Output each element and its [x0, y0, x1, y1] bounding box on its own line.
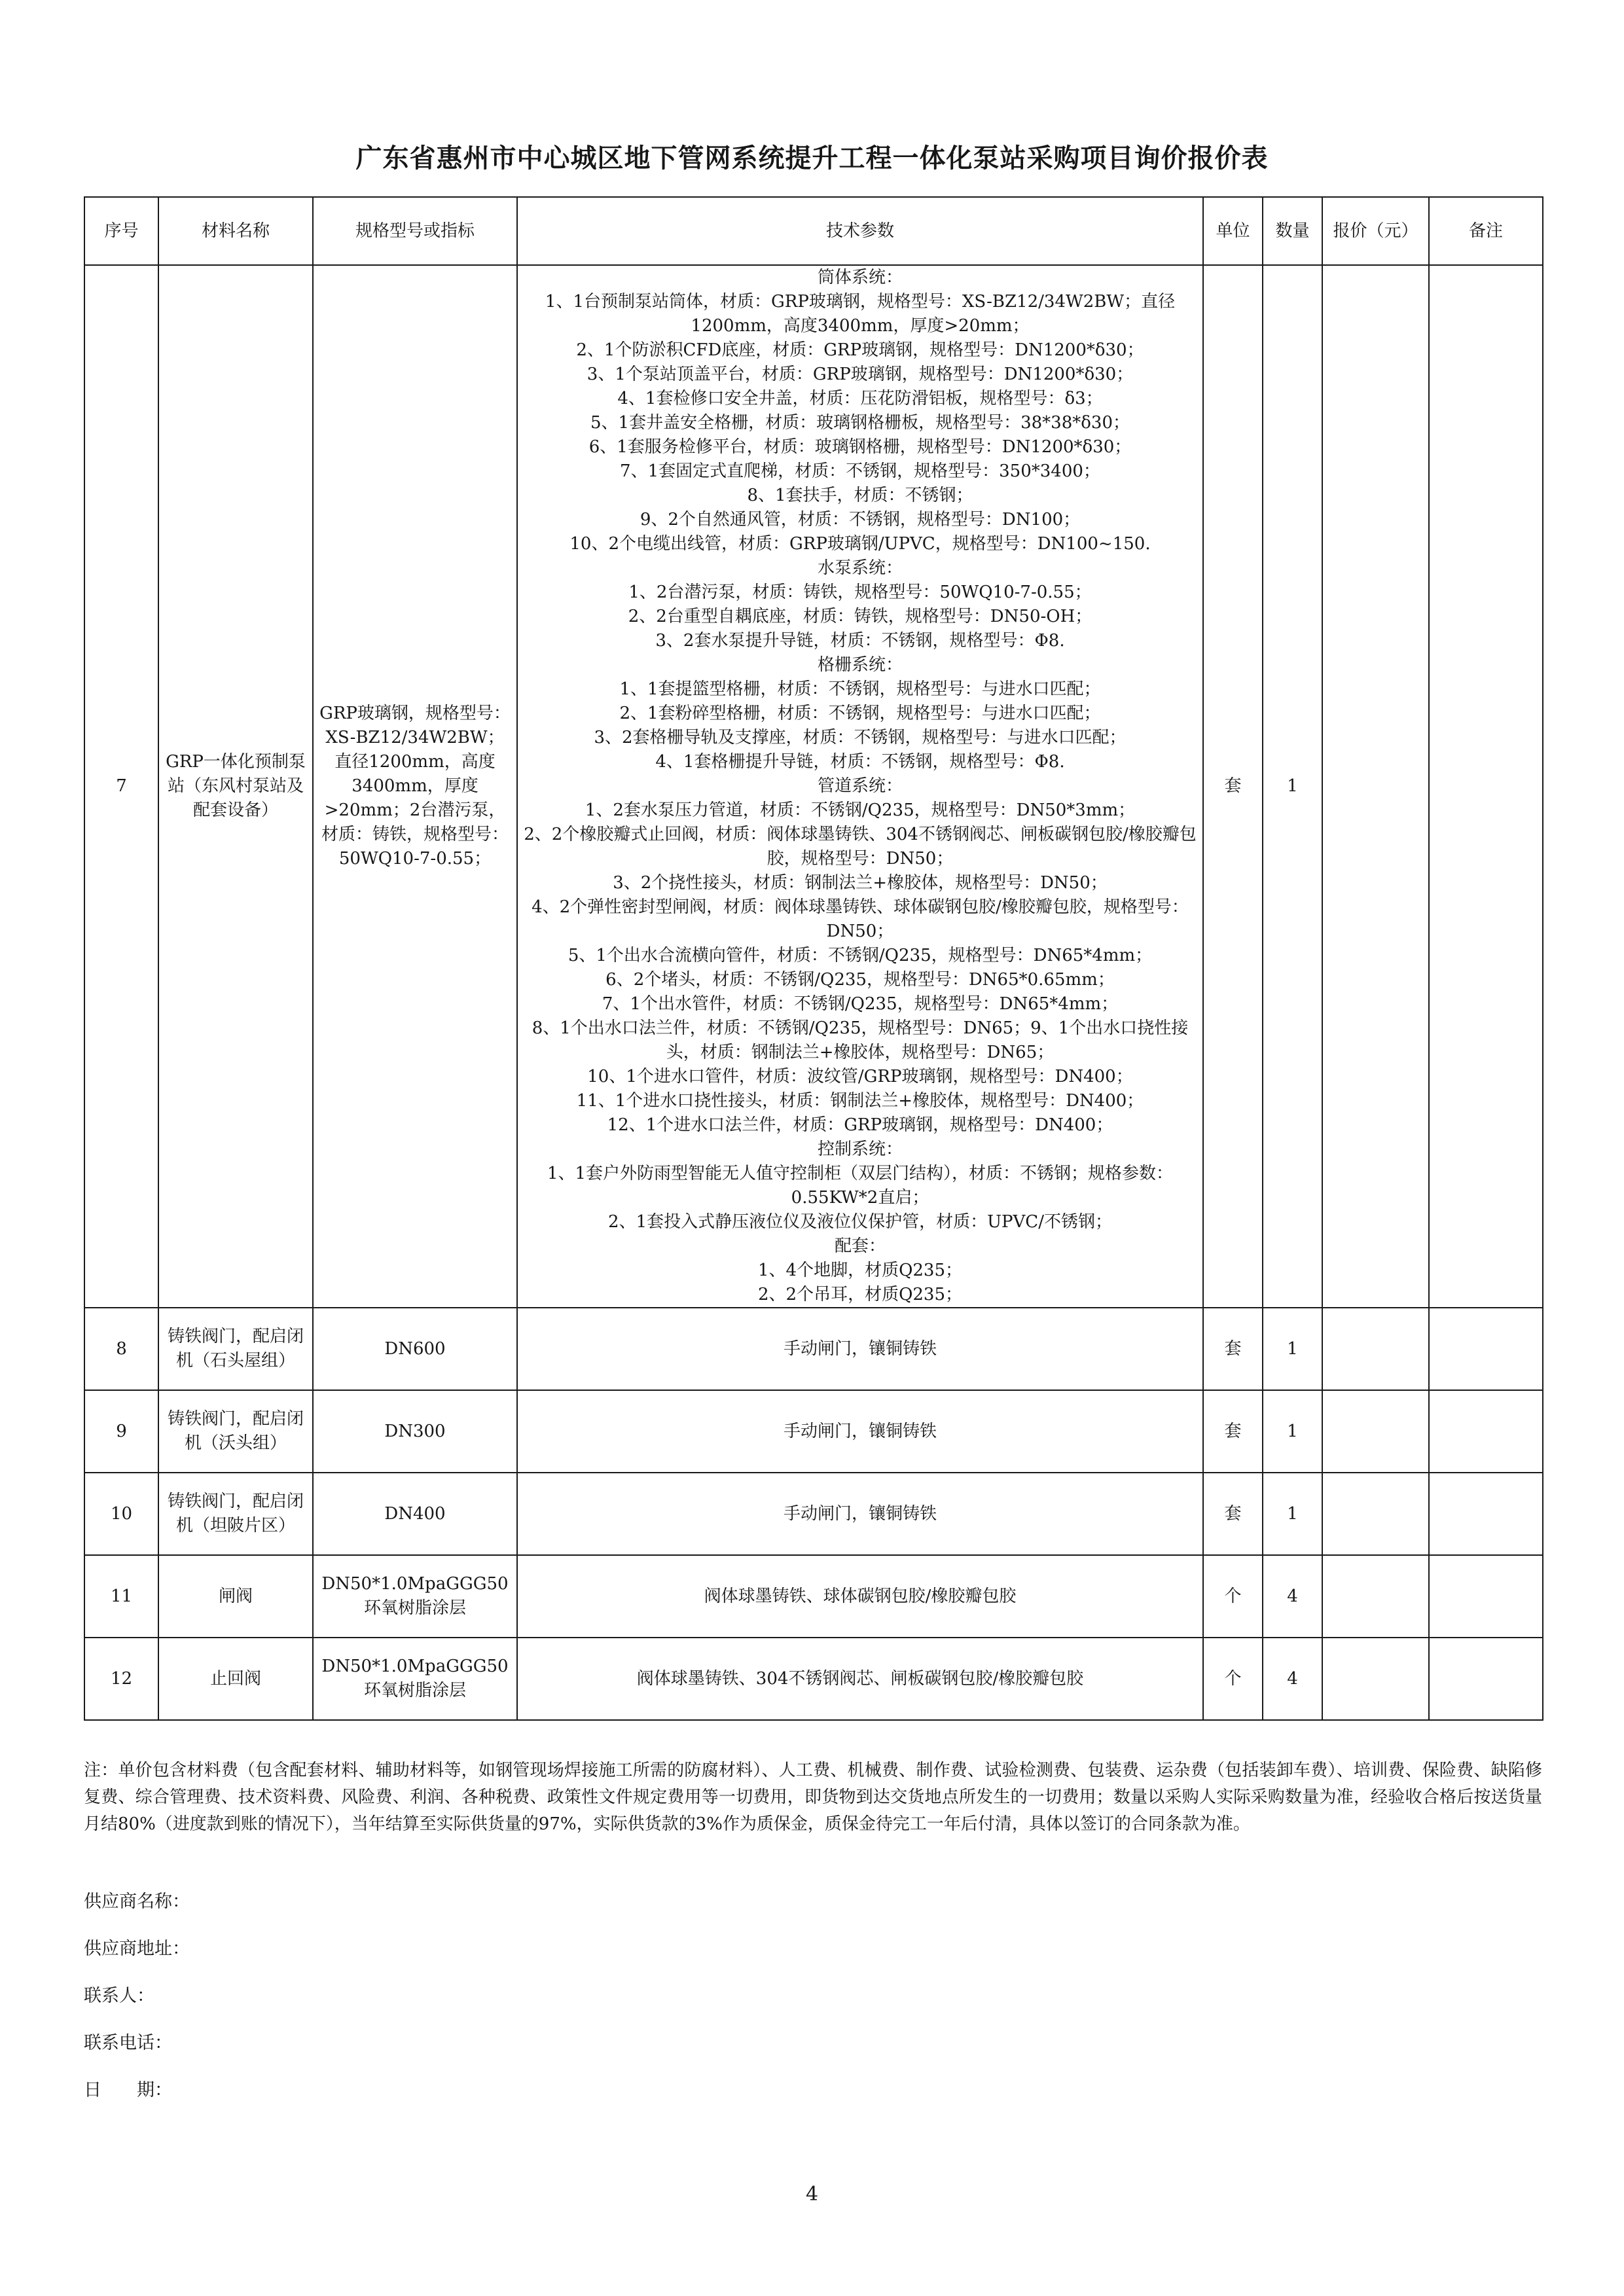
row-price [1322, 1308, 1429, 1390]
row-unit: 套 [1203, 1308, 1263, 1390]
row-name: 铸铁阀门，配启闭机（石头屋组） [158, 1308, 313, 1390]
tech-line: 1、4个地脚，材质Q235； [757, 1261, 963, 1280]
phone-field[interactable]: 联系电话： [84, 2033, 172, 2053]
tech-line: 4、1套检修口安全井盖，材质：压花防滑铝板，规格型号：δ3； [617, 389, 1103, 408]
row-remark [1429, 1308, 1543, 1390]
tech-line: 4、2个弹性密封型闸阀，材质：阀体球墨铸铁、球体碳钢包胶/橡胶瓣包胶，规格型号：DN50； [532, 897, 1189, 941]
tech-line: 9、2个自然通风管，材质：不锈钢，规格型号：DN100； [640, 510, 1081, 529]
tech-line: 3、2套水泵提升导链，材质：不锈钢，规格型号：Φ8. [655, 631, 1065, 651]
tech-line: 3、1个泵站顶盖平台，材质：GRP玻璃钢，规格型号：DN1200*δ30； [586, 365, 1134, 384]
supplier-info [84, 1878, 190, 2114]
row-unit: 套 [1203, 1473, 1263, 1555]
row-spec: DN400 [313, 1473, 517, 1555]
row-spec: DN50*1.0MpaGGG50环氧树脂涂层 [313, 1638, 517, 1720]
row-unit: 个 [1203, 1638, 1263, 1720]
table-row [84, 1308, 1543, 1390]
tech-line: 2、2个吊耳，材质Q235； [757, 1285, 963, 1304]
table-row [84, 1473, 1543, 1555]
row-unit: 个 [1203, 1555, 1263, 1638]
row-tech-params: 手动闸门，镶铜铸铁 [517, 1473, 1203, 1555]
row-qty: 1 [1263, 1390, 1322, 1473]
header-price: 报价（元） [1322, 197, 1429, 265]
row-qty: 4 [1263, 1638, 1322, 1720]
footnote: 注：单价包含材料费（包含配套材料、辅助材料等，如钢管现场焊接施工所需的防腐材料）、人工费、机械费、制作费、试验检测费、包装费、运杂费（包括装卸车费）、培训费、保险费、缺陷修复费、综合管理费、技术资料费、风险费、利润、各种税费、政策性文件规定费用等一切费用，即货物到达交货地点所发生的一切费用；数量以采购人实际采购数量为准，经验收合格后按送货量月结80%（进度款到账的情况下），当年结算至实际供货量的97%，实际供货款的3%作为质保金，质保金待完工一年后付清，具体以签订的合同条款为准。 [84, 1761, 1542, 1834]
row-qty: 1 [1263, 1308, 1322, 1390]
tech-line: 1、1套提篮型格栅，材质：不锈钢，规格型号：与进水口匹配； [619, 679, 1101, 699]
row-price [1322, 1555, 1429, 1638]
row-qty: 4 [1263, 1555, 1322, 1638]
tech-line: 1、2套水泵压力管道，材质：不锈钢/Q235，规格型号：DN50*3mm； [585, 800, 1136, 820]
tech-line: 2、2个橡胶瓣式止回阀，材质：阀体球墨铸铁、304不锈钢阀芯、闸板碳钢包胶/橡胶瓣包胶，规格型号：DN50； [524, 825, 1197, 869]
tech-line: 7、1套固定式直爬梯，材质：不锈钢，规格型号：350*3400； [620, 461, 1100, 481]
row-name: 铸铁阀门，配启闭机（坦陂片区） [158, 1473, 313, 1555]
row-tech-params: 阀体球墨铸铁、球体碳钢包胶/橡胶瓣包胶 [517, 1555, 1203, 1638]
row-seq: 10 [84, 1473, 158, 1555]
tech-line: 12、1个进水口法兰件，材质：GRP玻璃钢，规格型号：DN400； [607, 1115, 1113, 1135]
tech-line: 5、1个出水合流横向管件，材质：不锈钢/Q235，规格型号：DN65*4mm； [568, 946, 1153, 965]
header-seq: 序号 [84, 197, 158, 265]
header-unit: 单位 [1203, 197, 1263, 265]
row-seq: 11 [84, 1555, 158, 1638]
tech-line: 5、1套井盖安全格栅，材质：玻璃钢格栅板，规格型号：38*38*δ30； [590, 413, 1130, 433]
row-remark [1429, 1390, 1543, 1473]
row-spec: DN300 [313, 1390, 517, 1473]
tech-line: 7、1个出水管件，材质：不锈钢/Q235，规格型号：DN65*4mm； [602, 994, 1119, 1014]
page-title: 广东省惠州市中心城区地下管网系统提升工程一体化泵站采购项目询价报价表 [355, 143, 1269, 173]
row-price [1322, 1473, 1429, 1555]
tech-line: 格栅系统： [817, 655, 903, 675]
row-spec: DN50*1.0MpaGGG50环氧树脂涂层 [313, 1555, 517, 1638]
tech-line: 1、1套户外防雨型智能无人值守控制柜（双层门结构），材质：不锈钢；规格参数：0.55KW*2直启； [547, 1164, 1174, 1208]
tech-line: 3、2套格栅导轨及支撑座，材质：不锈钢，规格型号：与进水口匹配； [594, 728, 1127, 747]
table-row [84, 1638, 1543, 1720]
date-field[interactable]: 日 期： [84, 2080, 172, 2100]
tech-line: 配套： [834, 1236, 886, 1256]
row-spec: DN600 [313, 1308, 517, 1390]
tech-line: 2、2台重型自耦底座，材质：铸铁，规格型号：DN50-OH； [628, 607, 1092, 626]
header-tech: 技术参数 [517, 197, 1203, 265]
supplier-name-field[interactable]: 供应商名称： [84, 1892, 190, 1912]
header-qty: 数量 [1263, 197, 1322, 265]
tech-line: 8、1套扶手，材质：不锈钢； [747, 486, 973, 505]
row-name: 闸阀 [158, 1555, 313, 1638]
tech-line: 10、1个进水口管件，材质：波纹管/GRP玻璃钢，规格型号：DN400； [587, 1067, 1133, 1086]
row-tech-params: 手动闸门，镶铜铸铁 [517, 1390, 1203, 1473]
header-spec: 规格型号或指标 [313, 197, 517, 265]
tech-line: 1、2台潜污泵，材质：铸铁，规格型号：50WQ10-7-0.55； [628, 583, 1092, 602]
tech-line: 6、2个堵头，材质：不锈钢/Q235，规格型号：DN65*0.65mm； [605, 970, 1115, 990]
row-remark [1429, 1473, 1543, 1555]
tech-line: 2、1套投入式静压液位仪及液位仪保护管，材质：UPVC/不锈钢； [608, 1212, 1112, 1232]
tech-line: 4、1套格栅提升导链，材质：不锈钢，规格型号：Φ8. [655, 752, 1065, 772]
row-price [1322, 265, 1429, 1308]
page-number: 4 [805, 2183, 819, 2206]
tech-line: 水泵系统： [817, 558, 903, 578]
table-row [84, 265, 1543, 1308]
row-unit: 套 [1203, 1390, 1263, 1473]
row-seq: 7 [84, 265, 158, 1308]
header-remark: 备注 [1429, 197, 1543, 265]
tech-line: 管道系统： [817, 776, 903, 796]
tech-line: 3、2个挠性接头，材质：钢制法兰+橡胶体，规格型号：DN50； [613, 873, 1108, 893]
row-name: 止回阀 [158, 1638, 313, 1720]
row-spec: GRP玻璃钢，规格型号：XS-BZ12/34W2BW；直径1200mm，高度3400mm，厚度>20mm；2台潜污泵，材质：铸铁，规格型号：50WQ10-7-0.55； [313, 265, 517, 1308]
tech-line: 11、1个进水口挠性接头，材质：钢制法兰+橡胶体，规格型号：DN400； [576, 1091, 1144, 1111]
row-tech-params: 阀体球墨铸铁、304不锈钢阀芯、闸板碳钢包胶/橡胶瓣包胶 [517, 1638, 1203, 1720]
supplier-address-field[interactable]: 供应商地址： [84, 1939, 190, 1959]
row-remark [1429, 1638, 1543, 1720]
row-tech-params: 手动闸门，镶铜铸铁 [517, 1308, 1203, 1390]
table-row [84, 1555, 1543, 1638]
header-name: 材料名称 [158, 197, 313, 265]
tech-line: 2、1个防淤积CFD底座，材质：GRP玻璃钢，规格型号：DN1200*δ30； [576, 340, 1144, 360]
row-unit: 套 [1203, 265, 1263, 1308]
row-price [1322, 1390, 1429, 1473]
tech-line: 控制系统： [817, 1139, 903, 1159]
tech-line: 8、1个出水口法兰件，材质：不锈钢/Q235，规格型号：DN65；9、1个出水口挠性接头，材质：钢制法兰+橡胶体，规格型号：DN65； [532, 1018, 1189, 1062]
contact-field[interactable]: 联系人： [84, 1986, 154, 2006]
row-tech-params [517, 265, 1203, 1308]
row-price [1322, 1638, 1429, 1720]
row-name: GRP一体化预制泵站（东风村泵站及配套设备） [158, 265, 313, 1308]
header-row [84, 197, 1543, 265]
row-qty: 1 [1263, 1473, 1322, 1555]
quote-table [84, 196, 1543, 1721]
row-remark [1429, 1555, 1543, 1638]
tech-line: 筒体系统： [817, 268, 903, 287]
row-qty: 1 [1263, 265, 1322, 1308]
row-seq: 9 [84, 1390, 158, 1473]
tech-line: 6、1套服务检修平台，材质：玻璃钢格栅，规格型号：DN1200*δ30； [588, 437, 1132, 457]
tech-line: 1、1台预制泵站筒体，材质：GRP玻璃钢，规格型号：XS-BZ12/34W2BW；直径1200mm，高度3400mm，厚度>20mm； [545, 292, 1176, 336]
table-row [84, 1390, 1543, 1473]
row-remark [1429, 265, 1543, 1308]
tech-line: 2、1套粉碎型格栅，材质：不锈钢，规格型号：与进水口匹配； [619, 704, 1101, 723]
row-seq: 8 [84, 1308, 158, 1390]
row-seq: 12 [84, 1638, 158, 1720]
tech-line: 10、2个电缆出线管，材质：GRP玻璃钢/UPVC，规格型号：DN100~150. [569, 534, 1151, 554]
row-name: 铸铁阀门，配启闭机（沃头组） [158, 1390, 313, 1473]
